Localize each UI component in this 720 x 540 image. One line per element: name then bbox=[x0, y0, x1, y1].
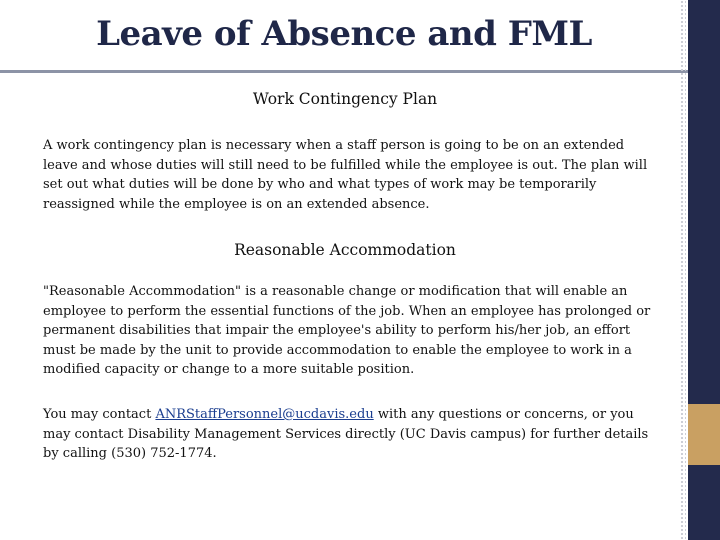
work-contingency-body: A work contingency plan is necessary when a staff person is going to be on an extended leave and whose duties will still need to be fulfilled while the employee is out. The plan will set out what duties will be done by who and what types of work may be temporarily reassigned while the employee is on an extended absence. bbox=[43, 138, 648, 212]
title-divider bbox=[0, 70, 688, 73]
reasonable-accommodation-body: "Reasonable Accommodation" is a reasonable change or modification that will enable an employee to perform the essential functions of the job. When an employee has prolonged or permanent disabilities that impair the employee's ability to perform his/her job, an effort must be made by the unit to provide accommodation to enable the employee to work in a modified capacity or change to a more suitable position. bbox=[43, 284, 651, 378]
navy-band-top bbox=[688, 0, 720, 404]
dotted-band bbox=[680, 0, 686, 540]
contact-paragraph bbox=[43, 405, 655, 464]
gold-band bbox=[688, 404, 720, 465]
work-contingency-heading: Work Contingency Plan bbox=[252, 90, 438, 108]
contact-suffix: with any questions or concerns, or you may contact Disability Management Services directly (UC Davis campus) for further details by calling (530) 752-1774. bbox=[43, 407, 649, 462]
navy-band-bottom bbox=[688, 465, 720, 540]
reasonable-accommodation-heading: Reasonable Accommodation bbox=[234, 241, 456, 259]
contact-prefix: You may contact bbox=[43, 407, 156, 422]
email-link[interactable]: ANRStaffPersonnel@ucdavis.edu bbox=[155, 407, 374, 422]
slide-title: Leave of Absence and FML bbox=[96, 14, 592, 54]
